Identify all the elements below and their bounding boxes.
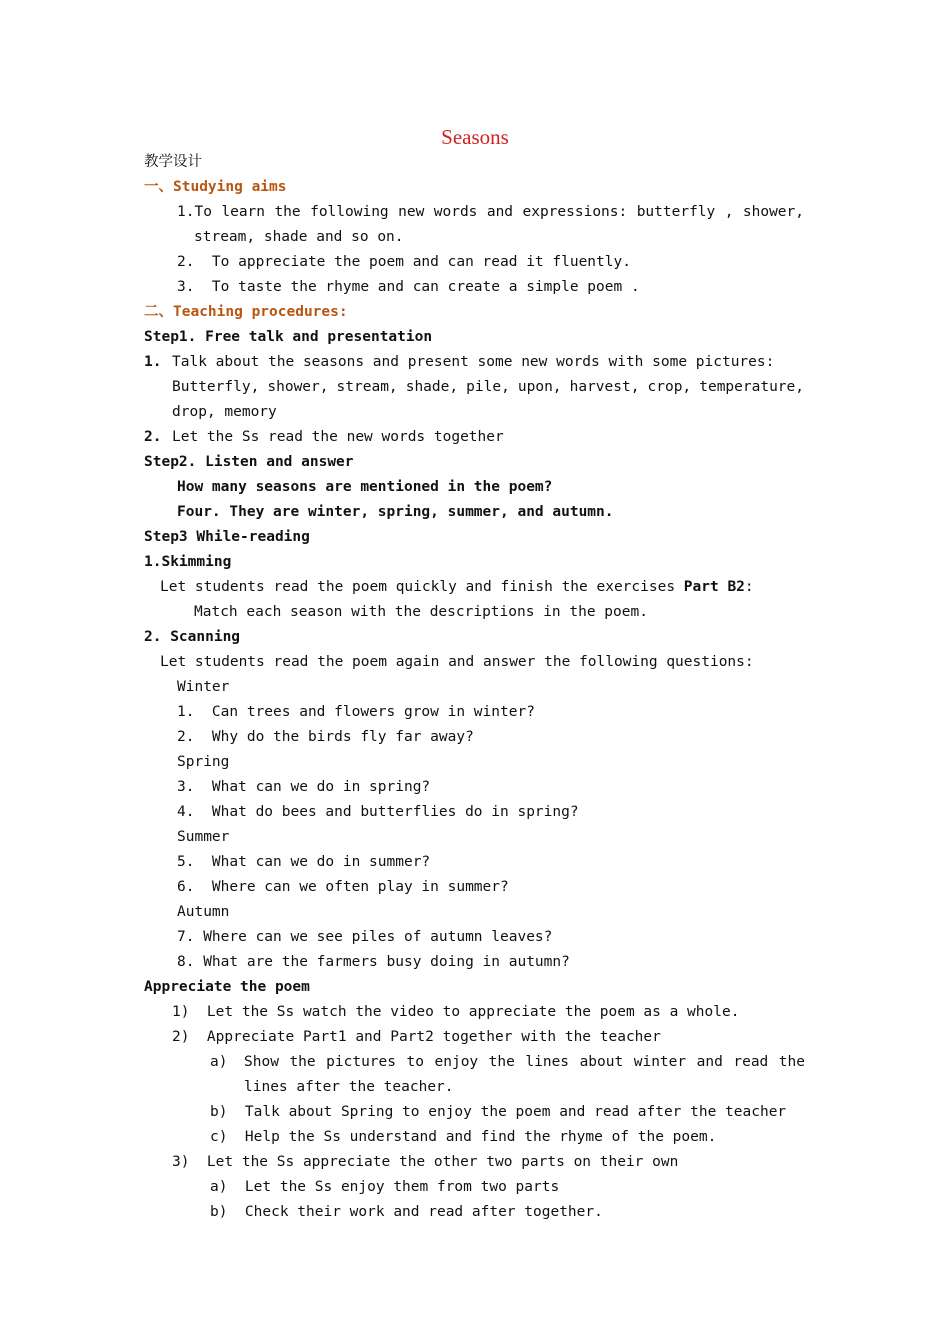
skimming-heading: 1.Skimming	[144, 554, 232, 570]
step1-words-line-1	[172, 377, 804, 397]
question-1: 1. Can trees and flowers grow in winter?	[177, 704, 535, 720]
word: words	[433, 204, 478, 220]
question-2: 2. Why do the birds fly far away?	[177, 729, 474, 745]
aim-1-line-2: stream, shade and so on.	[194, 229, 404, 245]
step1-item1-number: 1.	[144, 354, 162, 370]
word: to	[406, 1054, 424, 1070]
word: about	[579, 1054, 624, 1070]
appreciate-step-1: 1) Let the Ss watch the video to appreciate the poem as a whole.	[172, 1004, 740, 1020]
word: temperature,	[699, 379, 804, 395]
question-4: 4. What do bees and butterflies do in spring?	[177, 804, 579, 820]
skimming-text	[160, 577, 754, 597]
word: crop,	[647, 379, 692, 395]
aim-1-line-1	[177, 202, 804, 222]
word: pictures	[326, 1054, 396, 1070]
word: stream,	[336, 379, 398, 395]
step2-answer: Four. They are winter, spring, summer, and autumn.	[177, 504, 614, 520]
appreciate-step-2a-line-1	[244, 1052, 805, 1072]
appreciate-step-3: 3) Let the Ss appreciate the other two parts on their own	[172, 1154, 679, 1170]
document-title: Seasons	[441, 125, 509, 149]
word: pile,	[466, 379, 510, 395]
question-6: 6. Where can we often play in summer?	[177, 879, 509, 895]
word: learn	[221, 204, 266, 220]
word: upon,	[517, 379, 562, 395]
skimming-colon: :	[744, 579, 754, 595]
word: new	[398, 204, 425, 220]
word: and	[486, 204, 514, 220]
appreciate-step-2a-label: a)	[210, 1054, 228, 1070]
appreciate-step-3a: a) Let the Ss enjoy them from two parts	[210, 1179, 560, 1195]
section-studying-aims: 一、Studying aims	[144, 179, 287, 195]
aim-3: 3. To taste the rhyme and can create a simple poem .	[177, 279, 640, 295]
word: the	[289, 1054, 316, 1070]
skimming-part-ref: Part B2	[683, 579, 745, 595]
word: winter	[633, 1054, 687, 1070]
word: expressions:	[522, 204, 628, 220]
skimming-text-main: Let students read the poem quickly and finish the exercises	[160, 579, 684, 595]
section-teaching-procedures: 二、Teaching procedures:	[144, 304, 348, 320]
word: lines	[525, 1054, 570, 1070]
word: butterfly	[636, 204, 716, 220]
step3-heading: Step3 While-reading	[144, 529, 310, 545]
appreciate-step-2: 2) Appreciate Part1 and Part2 together with the teacher	[172, 1029, 661, 1045]
word: shower,	[267, 379, 329, 395]
season-label-spring: Spring	[177, 754, 230, 770]
word: following	[310, 204, 389, 220]
step1-item2-number: 2.	[144, 429, 162, 445]
appreciate-step-3b: b) Check their work and read after together.	[210, 1204, 603, 1220]
appreciate-step-2a-line-2: lines after the teacher.	[244, 1079, 454, 1095]
word: the	[488, 1054, 515, 1070]
step1-words-line-2: drop, memory	[172, 404, 277, 420]
season-label-autumn: Autumn	[177, 904, 230, 920]
question-7: 7. Where can we see piles of autumn leaves?	[177, 929, 553, 945]
appreciate-heading: Appreciate the poem	[144, 979, 310, 995]
word: the	[778, 1054, 805, 1070]
word: read	[733, 1054, 769, 1070]
step1-item1-text: Talk about the seasons and present some new words with some pictures:	[172, 354, 775, 370]
document-subtitle: 教学设计	[144, 154, 202, 170]
question-5: 5. What can we do in summer?	[177, 854, 431, 870]
word: shower,	[742, 204, 804, 220]
step2-question: How many seasons are mentioned in the poem?	[177, 479, 553, 495]
season-label-summer: Summer	[177, 829, 230, 845]
scanning-text: Let students read the poem again and answer the following questions:	[160, 654, 754, 670]
question-3: 3. What can we do in spring?	[177, 779, 431, 795]
step1-heading: Step1. Free talk and presentation	[144, 329, 433, 345]
word: the	[274, 204, 301, 220]
scanning-heading: 2. Scanning	[144, 629, 241, 645]
word: harvest,	[569, 379, 640, 395]
appreciate-step-2b: b) Talk about Spring to enjoy the poem and read after the teacher	[210, 1104, 787, 1120]
appreciate-step-2c: c) Help the Ss understand and find the rhyme of the poem.	[210, 1129, 717, 1145]
word: shade,	[405, 379, 459, 395]
word: 1.To	[177, 204, 212, 220]
step2-heading: Step2. Listen and answer	[144, 454, 354, 470]
word: Show	[244, 1054, 279, 1070]
question-8: 8. What are the farmers busy doing in autumn?	[177, 954, 570, 970]
skimming-text-2: Match each season with the descriptions in the poem.	[194, 604, 648, 620]
aim-2: 2. To appreciate the poem and can read it fluently.	[177, 254, 631, 270]
step1-item2-text: Let the Ss read the new words together	[172, 429, 504, 445]
season-label-winter: Winter	[177, 679, 230, 695]
word: ,	[724, 204, 734, 220]
word: and	[696, 1054, 723, 1070]
word: Butterfly,	[172, 379, 260, 395]
word: enjoy	[434, 1054, 479, 1070]
